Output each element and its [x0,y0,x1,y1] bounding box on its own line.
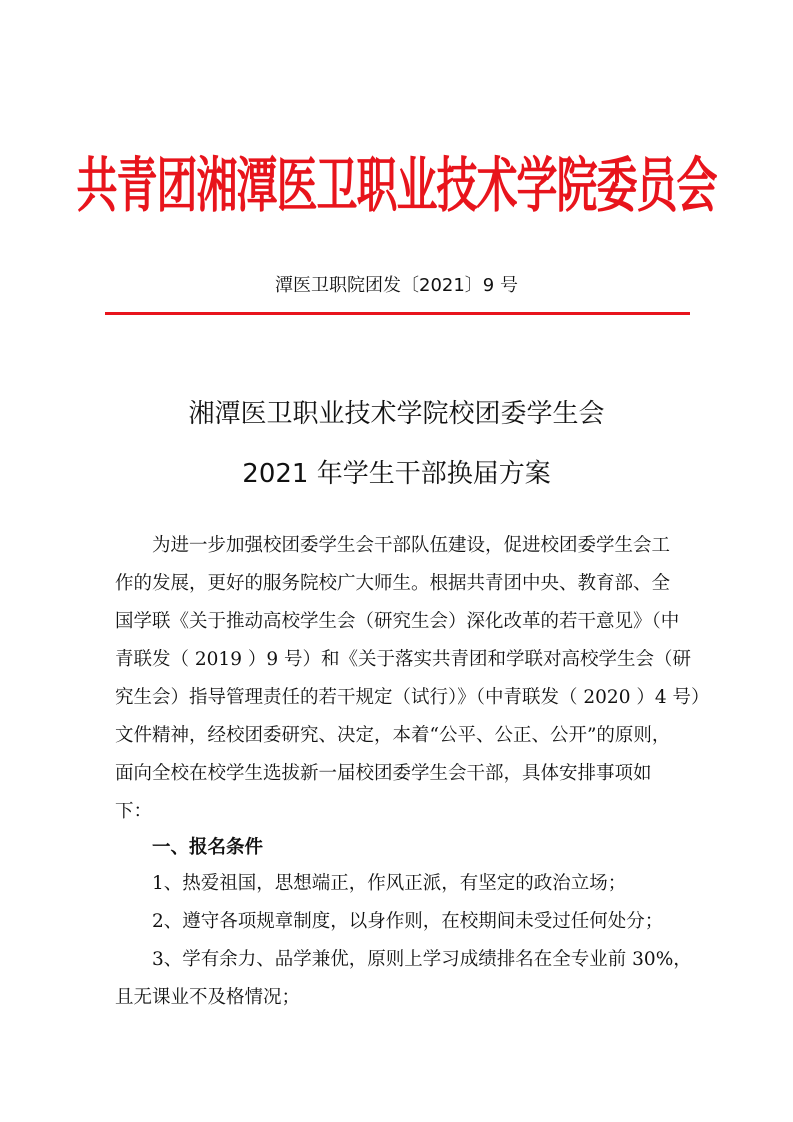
intro-line: 面向全校在校学生选拔新一届校团委学生会干部，具体安排事项如 [115,763,652,784]
list-item-continuation: 且无课业不及格情况； [115,987,301,1008]
document-number: 潭医卫职院团发〔2021〕9 号 [275,275,518,296]
red-divider [105,312,690,315]
intro-line: 文件精神，经校团委研究、决定，本着“公平、公正、公开”的原则， [115,725,671,746]
list-item: 2、遵守各项规章制度，以身作则，在校期间未受过任何处分； [152,911,664,932]
list-item: 1、热爱祖国，思想端正，作风正派，有坚定的政治立场； [152,873,627,894]
intro-line: 青联发（ 2019 ）9 号）和《关于落实共青团和学联对高校学生会（研 [115,649,691,670]
intro-line: 作的发展，更好的服务院校广大师生。根据共青团中央、教育部、全 [115,573,671,594]
section-heading: 一、报名条件 [152,837,264,858]
document-title-line2: 2021 年学生干部换届方案 [242,459,551,489]
intro-line: 究生会）指导管理责任的若干规定（试行）》（中青联发（ 2020 ）4 号） [115,687,710,708]
intro-line: 国学联《关于推动高校学生会（研究生会）深化改革的若干意见》（中 [115,611,680,632]
intro-line: 下： [115,801,153,822]
list-item: 3、学有余力、品学兼优，原则上学习成绩排名在全专业前 30%， [152,949,692,970]
intro-line: 为进一步加强校团委学生会干部队伍建设，促进校团委学生会工 [152,535,671,556]
organization-title: 共青团湘潭医卫职业技术学院委员会 [76,151,717,221]
document-title-line1: 湘潭医卫职业技术学院校团委学生会 [188,399,605,429]
